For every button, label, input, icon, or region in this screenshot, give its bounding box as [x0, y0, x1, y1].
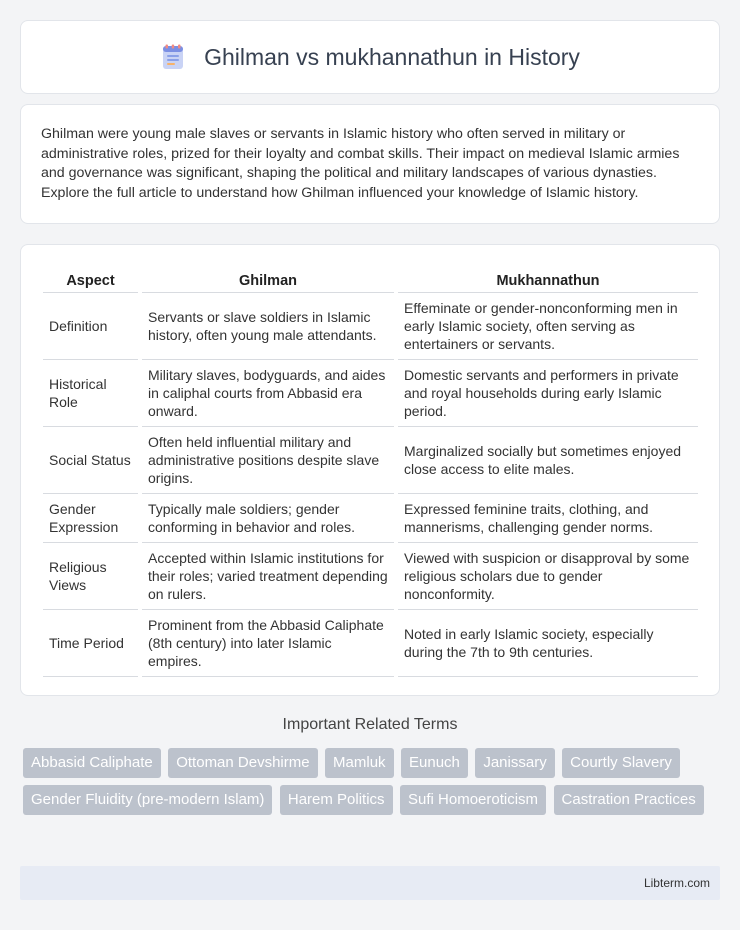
tag-mamluk[interactable]: Mamluk: [325, 748, 394, 778]
title-wrap: [160, 44, 580, 71]
header-aspect: Aspect: [43, 261, 138, 293]
row-ghilman: Typically male soldiers; gender conforming in behavior and roles.: [142, 494, 394, 543]
row-mukhannathun: Noted in early Islamic society, especially during the 7th to 9th centuries.: [398, 610, 698, 677]
row-ghilman: Military slaves, bodyguards, and aides in caliphal courts from Abbasid era onward.: [142, 360, 394, 427]
intro-text: Ghilman were young male slaves or servants in Islamic history who often served in military or administrative roles, prized for their loyalty and combat skills. Their impact on medieval Islamic armies and governance was significant, shaping the political and military landscapes of various dynasties. Explore the full article to understand how Ghilman influenced your knowledge of Islamic history.: [41, 126, 680, 201]
row-mukhannathun: Effeminate or gender-nonconforming men in early Islamic society, often serving as entertainers or servants.: [398, 293, 698, 360]
row-mukhannathun: Domestic servants and performers in private and royal households during early Islamic period.: [398, 360, 698, 427]
table-row: [43, 610, 698, 677]
tag-harem-politics[interactable]: Harem Politics: [280, 785, 393, 815]
comparison-table-card: [20, 244, 720, 696]
related-terms-tags: [23, 748, 723, 822]
footer: [20, 866, 720, 900]
row-ghilman: Servants or slave soldiers in Islamic history, often young male attendants.: [142, 293, 394, 360]
tag-sufi-homoeroticism[interactable]: Sufi Homoeroticism: [400, 785, 546, 815]
row-mukhannathun: Viewed with suspicion or disapproval by some religious scholars due to gender nonconformity.: [398, 543, 698, 610]
header-ghilman: Ghilman: [142, 261, 394, 293]
tag-courtly-slavery[interactable]: Courtly Slavery: [562, 748, 680, 778]
footer-site-link[interactable]: Libterm.com: [643, 876, 710, 890]
header-mukhannathun: Mukhannathun: [398, 261, 698, 293]
page-title: Ghilman vs mukhannathun in History: [204, 43, 580, 70]
tag-janissary[interactable]: Janissary: [475, 748, 554, 778]
row-mukhannathun: Expressed feminine traits, clothing, and mannerisms, challenging gender norms.: [398, 494, 698, 543]
tag-gender-fluidity[interactable]: Gender Fluidity (pre-modern Islam): [23, 785, 272, 815]
row-aspect: Religious Views: [43, 543, 138, 610]
row-aspect: Gender Expression: [43, 494, 138, 543]
table-header-row: [43, 261, 698, 293]
row-aspect: Historical Role: [43, 360, 138, 427]
row-aspect: Social Status: [43, 427, 138, 494]
row-mukhannathun: Marginalized socially but sometimes enjoyed close access to elite males.: [398, 427, 698, 494]
row-ghilman: Prominent from the Abbasid Caliphate (8th century) into later Islamic empires.: [142, 610, 394, 677]
tag-eunuch[interactable]: Eunuch: [401, 748, 468, 778]
header-card: [20, 20, 720, 94]
row-aspect: Time Period: [43, 610, 138, 677]
tag-ottoman-devshirme[interactable]: Ottoman Devshirme: [168, 748, 317, 778]
intro-card: [20, 104, 720, 224]
document-icon: [160, 44, 186, 70]
table-row: [43, 293, 698, 360]
comparison-table: [43, 261, 698, 677]
table-row: [43, 543, 698, 610]
row-ghilman: Often held influential military and administrative positions despite slave origins.: [142, 427, 394, 494]
tag-castration-practices[interactable]: Castration Practices: [554, 785, 704, 815]
row-aspect: Definition: [43, 293, 138, 360]
table-row: [43, 360, 698, 427]
table-row: [43, 427, 698, 494]
row-ghilman: Accepted within Islamic institutions for their roles; varied treatment depending on rulers.: [142, 543, 394, 610]
table-row: [43, 494, 698, 543]
tag-abbasid-caliphate[interactable]: Abbasid Caliphate: [23, 748, 161, 778]
related-terms-title: Important Related Terms: [282, 716, 458, 733]
